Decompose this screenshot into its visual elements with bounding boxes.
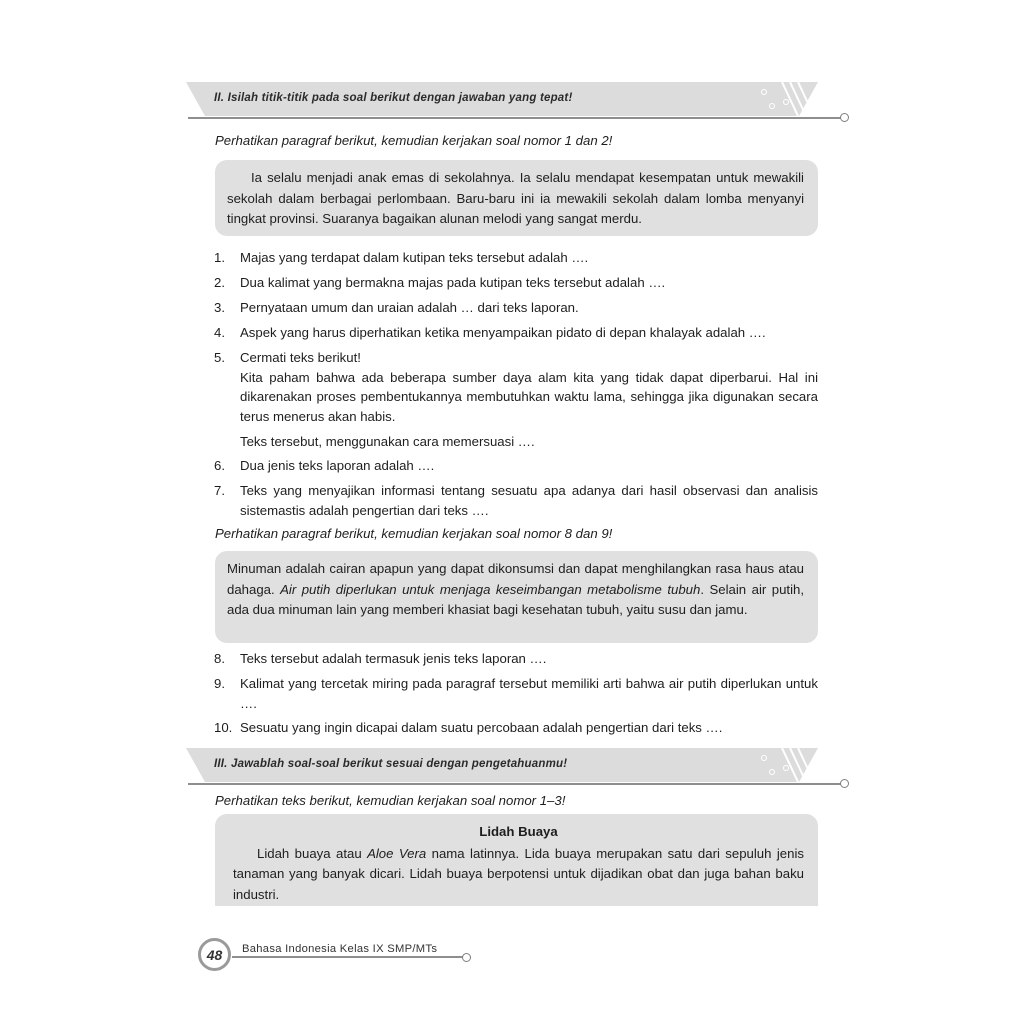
question-number: 2. [214,275,225,290]
header-decoration-icon [758,748,818,782]
section-2-knob-icon [840,113,849,122]
passage-3-box [215,814,818,906]
question-text: Teks tersebut adalah termasuk jenis teks laporan …. [240,651,547,666]
question-number: 7. [214,483,225,498]
footer-line [232,956,464,958]
question-text: Dua kalimat yang bermakna majas pada kutipan teks tersebut adalah …. [240,275,666,290]
question-8 [214,649,818,669]
question-1 [214,248,818,268]
question-number: 6. [214,458,225,473]
section-3-title: III. Jawablah soal-soal berikut sesuai dengan pengetahuanmu! [214,758,568,770]
question-5-question: Teks tersebut, menggunakan cara memersuasi …. [240,434,535,449]
question-text: Sesuatu yang ingin dicapai dalam suatu percobaan adalah pengertian dari teks …. [240,720,723,735]
question-text: Majas yang terdapat dalam kutipan teks tersebut adalah …. [240,250,589,265]
footer-knob-icon [462,953,471,962]
passage-2-start: Minuman adalah cairan apapun yang dapat dikonsumsi dan dapat menghilangkan rasa haus atau dahaga. [227,561,804,597]
section-2-title: II. Isilah titik-titik pada soal berikut dengan jawaban yang tepat! [214,92,573,104]
passage-1-box [215,160,818,236]
question-text: Aspek yang harus diperhatikan ketika menyampaikan pidato di depan khalayak adalah …. [240,325,766,340]
question-9 [214,674,818,713]
passage-3-title: Lidah Buaya [479,824,558,839]
question-number: 1. [214,250,225,265]
question-3 [214,298,818,318]
question-text: Teks yang menyajikan informasi tentang sesuatu apa adanya dari hasil observasi dan analisis sistemastis adalah pengertian dari teks …. [240,483,818,518]
passage-1-text: Ia selalu menjadi anak emas di sekolahnya. Ia selalu mendapat kesempatan untuk mewakili sekolah dalam berbagai perlombaan. Baru-baru ini ia mewakili sekolah dalam lomba menyanyi tingkat provinsi. Suaranya bagaikan alunan melodi yang sangat merdu. [227,170,804,226]
instruction-3: Perhatikan teks berikut, kemudian kerjakan soal nomor 1–3! [215,793,566,808]
question-5 [214,348,818,452]
section-3-underline [188,783,842,785]
section-2-underline [188,117,842,119]
passage-2-text [227,559,804,621]
question-10 [214,718,818,738]
instruction-1: Perhatikan paragraf berikut, kemudian kerjakan soal nomor 1 dan 2! [215,133,613,148]
header-decoration-icon [758,82,818,116]
question-4 [214,323,818,343]
passage-2-italic-sentence: Air putih diperlukan untuk menjaga keseimbangan metabolisme tubuh [280,581,701,597]
question-text: Dua jenis teks laporan adalah …. [240,458,435,473]
passage-3-end: nama latinnya. Lida buaya merupakan satu dari sepuluh jenis tanaman yang banyak dicari. Lidah buaya berpotensi untuk dijadikan obat dan juga bahan baku industri. [233,845,804,902]
passage-3-start: Lidah buaya atau [257,845,368,861]
question-number: 8. [214,651,225,666]
question-2 [214,273,818,293]
question-number: 9. [214,676,225,691]
footer-book-title: Bahasa Indonesia Kelas IX SMP/MTs [242,943,438,955]
passage-3-italic: Aloe Vera [367,845,427,861]
page-number: 48 [198,938,231,971]
question-6 [214,456,818,476]
question-number: 5. [214,350,225,365]
question-text: Kalimat yang tercetak miring pada paragraf tersebut memiliki arti bahwa air putih diperlukan untuk …. [240,676,818,711]
question-7 [214,481,818,520]
passage-2-end: . Selain air putih, ada dua minuman lain yang memberi khasiat bagi kesehatan tubuh, yaitu susu dan jamu. [227,581,804,617]
instruction-2: Perhatikan paragraf berikut, kemudian kerjakan soal nomor 8 dan 9! [215,526,613,541]
question-text: Pernyataan umum dan uraian adalah … dari teks laporan. [240,300,579,315]
passage-3-text [233,844,804,906]
passage-2-box [215,551,818,643]
question-number: 10. [214,720,233,735]
section-3-knob-icon [840,779,849,788]
question-number: 3. [214,300,225,315]
question-text: Cermati teks berikut! [240,350,361,365]
question-number: 4. [214,325,225,340]
question-5-quote: Kita paham bahwa ada beberapa sumber daya alam kita yang tidak dapat diperbarui. Hal ini dikarenakan proses pembentukannya membutuhkan waktu lama, sehingga jika digunakan secara terus menerus akan habis. [240,369,818,424]
